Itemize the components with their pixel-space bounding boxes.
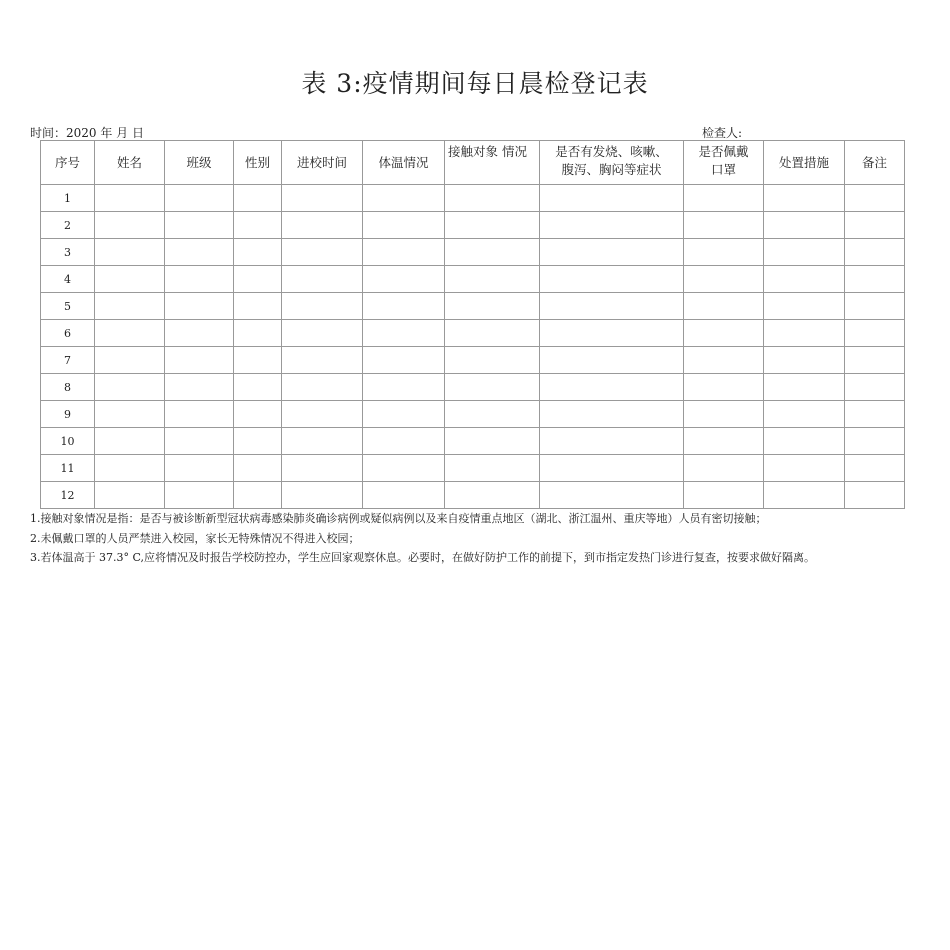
row-number: 6: [41, 320, 95, 347]
table-cell[interactable]: [282, 293, 363, 320]
table-cell[interactable]: [234, 293, 282, 320]
table-cell[interactable]: [165, 212, 234, 239]
header-contact: 接触对象 情况: [445, 141, 540, 185]
table-cell[interactable]: [540, 347, 684, 374]
table-cell[interactable]: [445, 374, 540, 401]
table-cell[interactable]: [684, 185, 764, 212]
table-cell[interactable]: [282, 185, 363, 212]
table-cell[interactable]: [684, 320, 764, 347]
table-cell[interactable]: [764, 374, 845, 401]
table-cell[interactable]: [684, 455, 764, 482]
table-cell[interactable]: [95, 428, 165, 455]
table-row: [41, 320, 905, 347]
table-cell[interactable]: [684, 239, 764, 266]
table-cell[interactable]: [764, 266, 845, 293]
table-cell[interactable]: [282, 347, 363, 374]
table-cell[interactable]: [764, 212, 845, 239]
table-cell[interactable]: [234, 347, 282, 374]
table-cell[interactable]: [165, 482, 234, 509]
table-cell[interactable]: [845, 374, 905, 401]
header-serial: 序号: [41, 141, 95, 185]
table-cell[interactable]: [540, 185, 684, 212]
header-gender: 性别: [234, 141, 282, 185]
table-cell[interactable]: [234, 320, 282, 347]
row-number: 1: [41, 185, 95, 212]
table-cell[interactable]: [165, 185, 234, 212]
row-number: 4: [41, 266, 95, 293]
note-3: 3.若体温高于 37.3° C,应将情况及时报告学校防控办，学生应回家观察休息。必要时，在做好防护工作的前提下，到市指定发热门诊进行复查，按要求做好隔离。: [30, 551, 815, 564]
table-cell[interactable]: [95, 455, 165, 482]
row-number: 10: [41, 428, 95, 455]
header-arrival-time: 进校时间: [282, 141, 363, 185]
table-cell[interactable]: [445, 320, 540, 347]
table-cell[interactable]: [445, 347, 540, 374]
table-cell[interactable]: [445, 482, 540, 509]
table-cell[interactable]: [165, 320, 234, 347]
table-cell[interactable]: [845, 239, 905, 266]
table-cell[interactable]: [282, 212, 363, 239]
table-cell[interactable]: [764, 347, 845, 374]
table-cell[interactable]: [684, 428, 764, 455]
row-number: 11: [41, 455, 95, 482]
note-2: 2.未佩戴口罩的人员严禁进入校园，家长无特殊情况不得进入校园；: [30, 531, 360, 545]
table-cell[interactable]: [234, 185, 282, 212]
table-cell[interactable]: [764, 455, 845, 482]
table-cell[interactable]: [165, 266, 234, 293]
table-cell[interactable]: [845, 401, 905, 428]
table-cell[interactable]: [165, 374, 234, 401]
morning-check-table: [40, 140, 905, 509]
row-number: 2: [41, 212, 95, 239]
table-cell[interactable]: [684, 212, 764, 239]
row-number: 8: [41, 374, 95, 401]
table-cell[interactable]: [540, 212, 684, 239]
table-cell[interactable]: [234, 401, 282, 428]
table-row: [41, 239, 905, 266]
table-cell[interactable]: [165, 401, 234, 428]
table-cell[interactable]: [282, 266, 363, 293]
table-cell[interactable]: [363, 374, 445, 401]
table-cell[interactable]: [282, 320, 363, 347]
table-cell[interactable]: [540, 428, 684, 455]
header-symptoms: 是否有发烧、咳嗽、 腹泻、胸闷等症状: [540, 141, 684, 185]
table-cell[interactable]: [363, 239, 445, 266]
table-cell[interactable]: [764, 293, 845, 320]
note-1: 1.接触对象情况是指：是否与被诊断新型冠状病毒感染肺炎确诊病例或疑似病例以及来自疫情重点地区（湖北、浙江温州、重庆等地）人员有密切接触；: [30, 512, 767, 525]
table-cell[interactable]: [282, 239, 363, 266]
table-cell[interactable]: [95, 347, 165, 374]
date-label: 时间：2020 年 月 日: [30, 126, 144, 140]
table-cell[interactable]: [95, 320, 165, 347]
table-cell[interactable]: [165, 239, 234, 266]
table-cell[interactable]: [165, 293, 234, 320]
table-cell[interactable]: [764, 239, 845, 266]
table-cell[interactable]: [684, 266, 764, 293]
table-cell[interactable]: [234, 239, 282, 266]
table-cell[interactable]: [95, 239, 165, 266]
table-cell[interactable]: [540, 239, 684, 266]
table-cell[interactable]: [95, 212, 165, 239]
inspector-label: 检查人:: [702, 126, 743, 140]
table-cell[interactable]: [540, 293, 684, 320]
table-cell[interactable]: [165, 347, 234, 374]
table-cell[interactable]: [540, 482, 684, 509]
table-row: [41, 293, 905, 320]
table-cell[interactable]: [95, 482, 165, 509]
table-cell[interactable]: [363, 266, 445, 293]
header-temperature: 体温情况: [363, 141, 445, 185]
table-row: [41, 266, 905, 293]
table-cell[interactable]: [282, 374, 363, 401]
row-number: 9: [41, 401, 95, 428]
table-row: [41, 212, 905, 239]
header-class: 班级: [165, 141, 234, 185]
table-cell[interactable]: [282, 455, 363, 482]
table-cell[interactable]: [282, 428, 363, 455]
table-cell[interactable]: [363, 347, 445, 374]
table-cell[interactable]: [165, 428, 234, 455]
row-number: 5: [41, 293, 95, 320]
table-cell[interactable]: [540, 374, 684, 401]
table-cell[interactable]: [95, 185, 165, 212]
table-cell[interactable]: [95, 401, 165, 428]
table-cell[interactable]: [282, 482, 363, 509]
table-cell[interactable]: [445, 185, 540, 212]
table-row: [41, 428, 905, 455]
table-cell[interactable]: [234, 455, 282, 482]
table-cell[interactable]: [540, 401, 684, 428]
table-cell[interactable]: [684, 401, 764, 428]
table-cell[interactable]: [540, 455, 684, 482]
table-cell[interactable]: [282, 401, 363, 428]
table-cell[interactable]: [845, 320, 905, 347]
table-cell[interactable]: [363, 320, 445, 347]
table-cell[interactable]: [540, 266, 684, 293]
table-cell[interactable]: [445, 428, 540, 455]
table-cell[interactable]: [234, 266, 282, 293]
table-cell[interactable]: [234, 428, 282, 455]
table-cell[interactable]: [684, 482, 764, 509]
table-cell[interactable]: [445, 266, 540, 293]
table-cell[interactable]: [95, 266, 165, 293]
row-number: 7: [41, 347, 95, 374]
table-cell[interactable]: [445, 212, 540, 239]
table-row: [41, 482, 905, 509]
table-cell[interactable]: [845, 455, 905, 482]
table-cell[interactable]: [540, 320, 684, 347]
table-cell[interactable]: [445, 455, 540, 482]
table-row: [41, 401, 905, 428]
table-cell[interactable]: [845, 347, 905, 374]
header-measures: 处置措施: [764, 141, 845, 185]
table-cell[interactable]: [445, 401, 540, 428]
table-cell[interactable]: [684, 347, 764, 374]
table-cell[interactable]: [363, 401, 445, 428]
table-cell[interactable]: [845, 428, 905, 455]
table-cell[interactable]: [845, 482, 905, 509]
table-cell[interactable]: [845, 212, 905, 239]
table-row: [41, 374, 905, 401]
table-cell[interactable]: [764, 320, 845, 347]
table-row: [41, 347, 905, 374]
table-cell[interactable]: [845, 185, 905, 212]
table-cell[interactable]: [95, 293, 165, 320]
table-cell[interactable]: [363, 455, 445, 482]
table-cell[interactable]: [234, 212, 282, 239]
table-cell[interactable]: [764, 185, 845, 212]
header-remarks: 备注: [845, 141, 905, 185]
table-cell[interactable]: [684, 293, 764, 320]
header-mask: 是否佩戴 口罩: [684, 141, 764, 185]
table-cell[interactable]: [165, 455, 234, 482]
table-cell[interactable]: [363, 212, 445, 239]
table-cell[interactable]: [764, 428, 845, 455]
table-cell[interactable]: [234, 482, 282, 509]
table-cell[interactable]: [234, 374, 282, 401]
table-cell[interactable]: [445, 239, 540, 266]
table-cell[interactable]: [764, 401, 845, 428]
table-cell[interactable]: [845, 293, 905, 320]
row-number: 12: [41, 482, 95, 509]
table-cell[interactable]: [845, 266, 905, 293]
table-row: [41, 455, 905, 482]
notes: [30, 509, 815, 568]
page-title: 表 3:疫情期间每日晨检登记表: [301, 69, 649, 98]
table-row: [41, 185, 905, 212]
table-cell[interactable]: [363, 293, 445, 320]
table-cell[interactable]: [363, 428, 445, 455]
table-cell[interactable]: [445, 293, 540, 320]
row-number: 3: [41, 239, 95, 266]
table-header-row: [41, 141, 905, 185]
table-cell[interactable]: [363, 185, 445, 212]
table-cell[interactable]: [764, 482, 845, 509]
table-body: [41, 185, 905, 509]
table-cell[interactable]: [684, 374, 764, 401]
header-name: 姓名: [95, 141, 165, 185]
table-cell[interactable]: [363, 482, 445, 509]
table-cell[interactable]: [95, 374, 165, 401]
